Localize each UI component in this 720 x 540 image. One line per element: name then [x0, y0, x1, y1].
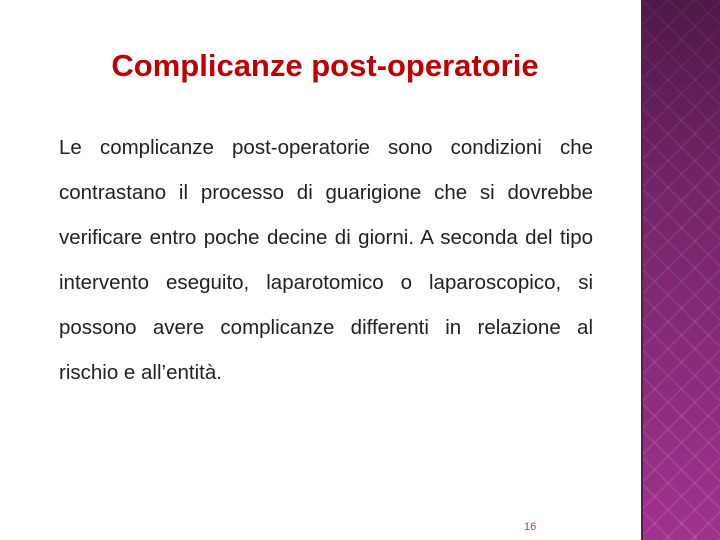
page-number: 16	[524, 521, 537, 533]
slide-title: Complicanze post-operatorie	[111, 48, 539, 83]
decorative-side-band	[643, 0, 720, 540]
slide-body-text: Le complicanze post-operatorie sono condizioni che contrastano il processo di guarigione che si dovrebbe verificare entro poche decine di giorni. A seconda del tipo intervento eseguito, laparotomico o laparoscopico, si possono avere complicanze differenti in relazione al rischio e all’entità.	[59, 136, 593, 384]
